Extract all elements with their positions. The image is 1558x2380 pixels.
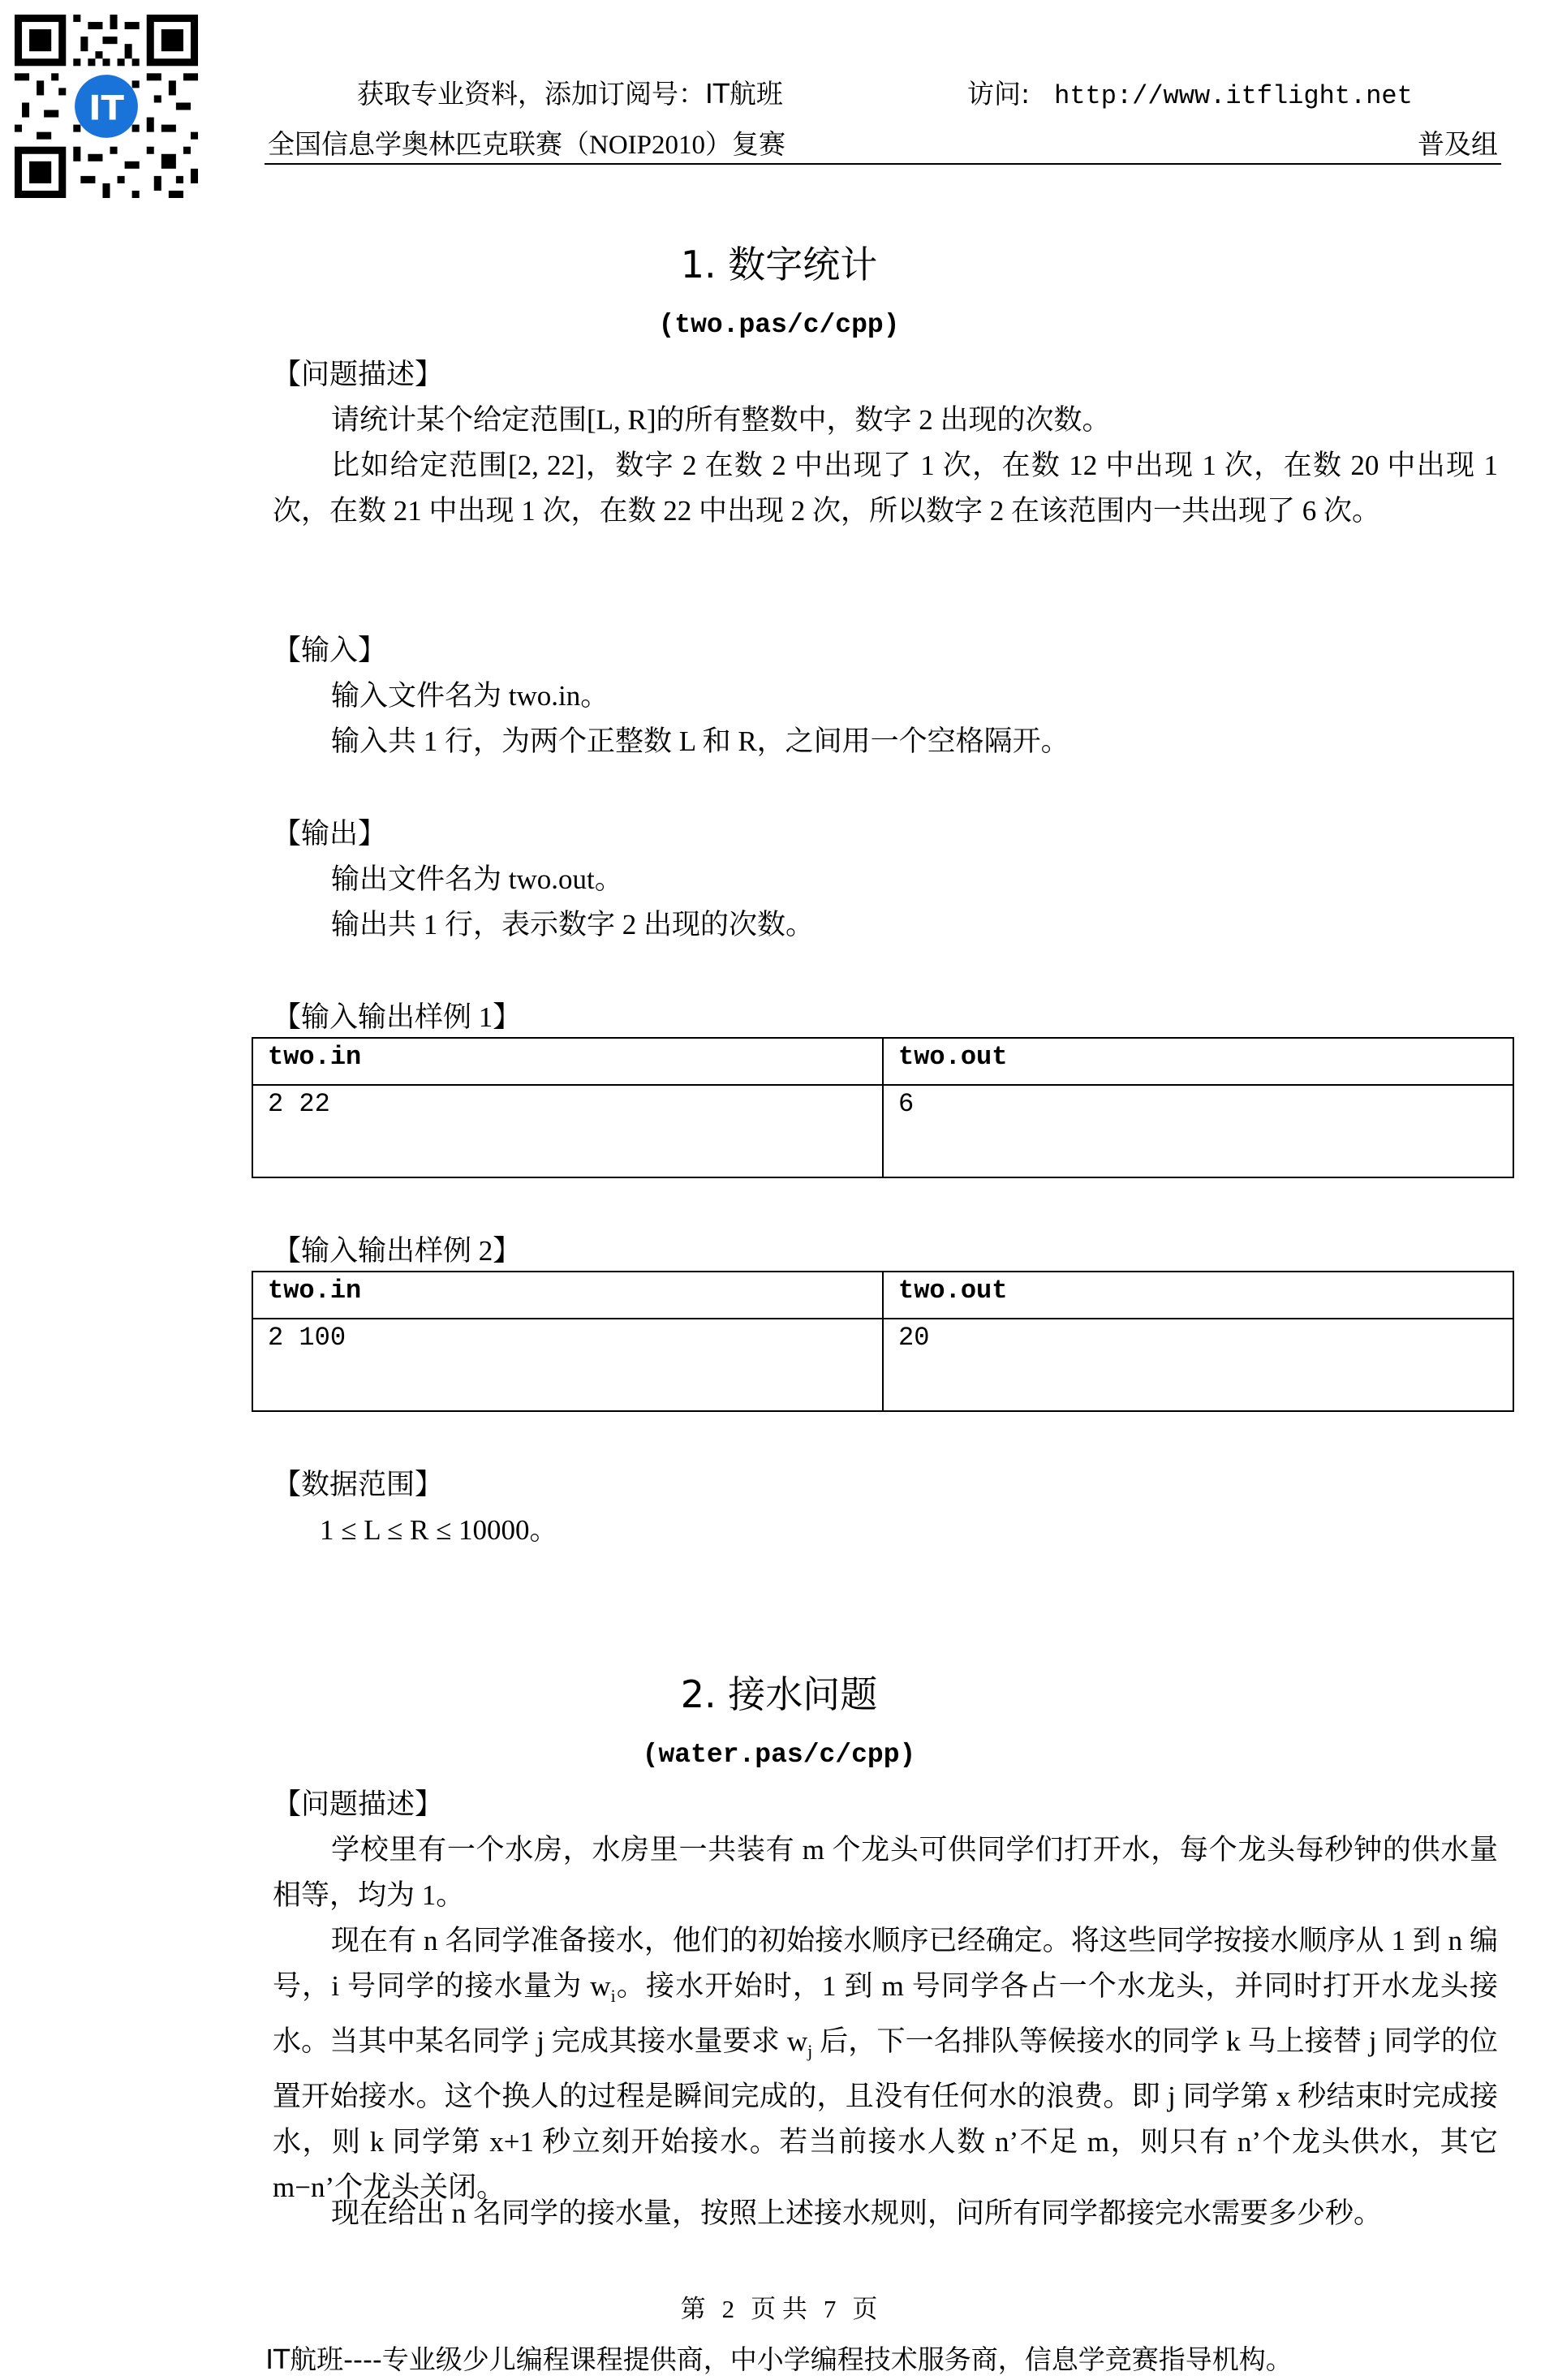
- page-number: [0, 2288, 1558, 2325]
- running-header-right: 普及组: [1418, 131, 1498, 160]
- sample2-in-header: two.in: [252, 1272, 883, 1319]
- problem1-output-p1: 输出文件名为 two.out。: [331, 863, 623, 895]
- header-divider: [265, 163, 1501, 165]
- problem1-desc-label: 【问题描述】: [273, 359, 444, 390]
- problem1-desc-p2: 比如给定范围[2, 22]，数字 2 在数 2 中出现了 1 次，在数 12 中出现 1 次，在数 20 中出现 1 次，在数 21 中出现 1 次，在数 22 中出现 2 次，所以数字 2 在该范围内一共出现了 6 次。: [273, 450, 1498, 527]
- ad-text: 获取专业资料，添加订阅号：IT航班: [357, 78, 783, 110]
- problem2-desc-p2-a: 现在有 n 名同学准备接水，他们的初始接水顺序已经确定。将这些同学按接水顺序从 1 到 n 编号，i 号同学的接水量为 w: [273, 1925, 1498, 2002]
- problem2-desc-p2-b: 。接水开始时，1 到 m 号同学各占一个水龙头，并同时打开水龙头接水。当其中某名同学 j 完成其接水量要求 w: [273, 1970, 1498, 2057]
- page-total: 7: [823, 2295, 837, 2323]
- sample2-label: 【输入输出样例 2】: [273, 1235, 522, 1267]
- problem1-files: (two.pas/c/cpp): [658, 310, 900, 340]
- footer-ad: IT航班----专业级少儿编程课程提供商，中小学编程技术服务商，信息学竞赛指导机构。: [265, 2343, 1293, 2375]
- problem1-input-label: 【输入】: [273, 635, 387, 666]
- sample1-table: [252, 1037, 1514, 1178]
- problem1-title: 1. 数字统计: [680, 243, 878, 286]
- problem2-desc-p2: [273, 1918, 1498, 2210]
- problem2-title: 2. 接水问题: [680, 1672, 878, 1716]
- subscript-i: i: [610, 1986, 616, 2006]
- problem2-desc-p2-c: 后，下一名排队等候接水的同学 k 马上接替 j 同学的位置开始接水。这个换人的过程是瞬间完成的，且没有任何水的浪费。即 j 同学第 x 秒结束时完成接水，则 k 同学第 x+1 秒立刻开始接水。若当前接水人数 n’不足 m，则只有 n’个龙头供水，其它 m−n’个龙头关闭。: [273, 2025, 1498, 2203]
- page-suffix: 页: [852, 2295, 878, 2323]
- page-current: 2: [721, 2295, 735, 2323]
- page-prefix: 第: [680, 2295, 706, 2323]
- running-header-left: 全国信息学奥林匹克联赛（NOIP2010）复赛: [268, 131, 786, 160]
- qr-code-icon: [15, 15, 198, 198]
- sample1-out-value: 6: [883, 1085, 1513, 1177]
- subscript-j: j: [807, 2041, 813, 2061]
- sample1-out-header: two.out: [883, 1038, 1513, 1085]
- sample2-out-header: two.out: [883, 1272, 1513, 1319]
- problem2-files: (water.pas/c/cpp): [642, 1740, 916, 1770]
- problem1-output-label: 【输出】: [273, 818, 387, 850]
- sample2-table: [252, 1271, 1514, 1412]
- problem2-desc-p1: 学校里有一个水房，水房里一共装有 m 个龙头可供同学们打开水，每个龙头每秒钟的供水量相等，均为 1。: [273, 1834, 1498, 1911]
- problem1-input-p1: 输入文件名为 two.in。: [331, 680, 609, 712]
- problem2-desc-label: 【问题描述】: [273, 1788, 444, 1820]
- ad-visit: [967, 73, 1413, 111]
- sample2-out-value: 20: [883, 1319, 1513, 1411]
- sample1-in-value: 2 22: [252, 1085, 883, 1177]
- problem1-output-p2: 输出共 1 行，表示数字 2 出现的次数。: [331, 909, 815, 940]
- problem1-range-text: 1 ≤ L ≤ R ≤ 10000。: [320, 1514, 558, 1546]
- problem2-desc-p3: 现在给出 n 名同学的接水量，按照上述接水规则，问所有同学都接完水需要多少秒。: [331, 2197, 1383, 2229]
- sample1-label: 【输入输出样例 1】: [273, 1001, 522, 1033]
- qr-logo-text: IT: [88, 88, 124, 128]
- sample1-in-header: two.in: [252, 1038, 883, 1085]
- visit-label: 访问:: [967, 78, 1031, 110]
- problem1-desc-p1: 请统计某个给定范围[L, R]的所有整数中，数字 2 出现的次数。: [331, 404, 1111, 436]
- ad-url-link[interactable]: http://www.itflight.net: [1054, 81, 1413, 111]
- problem1-input-p2: 输入共 1 行，为两个正整数 L 和 R，之间用一个空格隔开。: [331, 725, 1070, 757]
- page-mid: 页 共: [751, 2295, 807, 2323]
- problem1-range-label: 【数据范围】: [273, 1469, 444, 1500]
- sample2-in-value: 2 100: [252, 1319, 883, 1411]
